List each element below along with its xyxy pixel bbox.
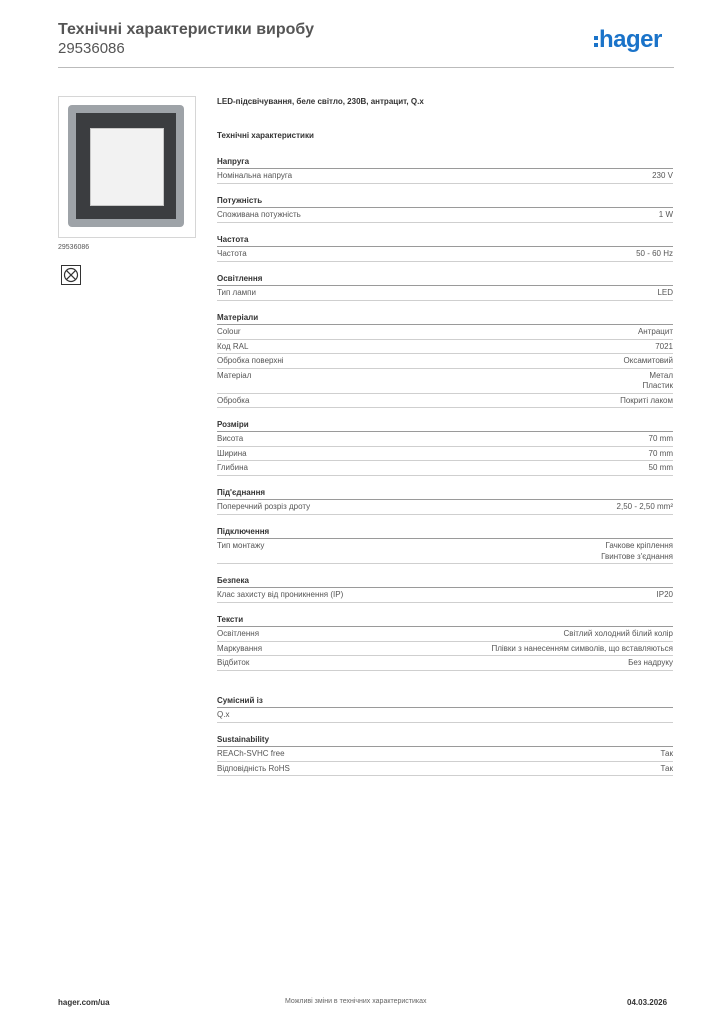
section-title: Тексти (217, 613, 673, 627)
section-title: Частота (217, 233, 673, 247)
section-voltage (217, 155, 673, 184)
spec-value-line: Гвинтове з'єднання (601, 551, 673, 561)
spec-row (217, 642, 673, 657)
spec-value: Антрацит (637, 327, 673, 336)
spec-label: Освітлення (217, 629, 260, 638)
spec-value: LED (657, 288, 673, 297)
led-window (90, 128, 164, 206)
spec-row (217, 461, 673, 476)
spec-label: Споживана потужність (217, 210, 301, 219)
section-title: Sustainability (217, 733, 673, 747)
spec-label: REACh-SVHC free (217, 749, 285, 758)
spec-value-line: Гачкове кріплення (605, 541, 673, 550)
spec-label: Ширина (217, 448, 247, 458)
spec-value: Без надруку (628, 658, 673, 667)
spec-value: Плівки з нанесенням символів, що вставляються (491, 643, 673, 653)
spec-row (217, 539, 673, 564)
product-code: 29536086 (58, 40, 125, 57)
section-title: Напруга (217, 155, 673, 169)
spec-value: 7021 (655, 341, 673, 351)
spec-value: IP20 (656, 590, 673, 599)
spec-value: Так (660, 763, 673, 773)
spec-value: Оксамитовий (623, 356, 673, 365)
spec-row (217, 762, 673, 777)
spec-value: Так (660, 749, 673, 758)
spec-label: Colour (217, 327, 241, 336)
spec-value-multi (601, 541, 673, 562)
spec-label: Матеріал (217, 370, 252, 380)
spec-value-line: Пластик (642, 381, 673, 390)
spec-label: Маркування (217, 643, 263, 653)
section-title: Під'єднання (217, 486, 673, 500)
spec-row (217, 369, 673, 394)
section-power (217, 194, 673, 223)
spec-label: Глибина (217, 463, 248, 472)
spec-value: 70 mm (648, 434, 673, 443)
product-image (58, 96, 196, 238)
section-materials (217, 311, 673, 408)
spec-value: 50 - 60 Hz (636, 249, 673, 258)
spec-row (217, 340, 673, 355)
spec-label: Номінальна напруга (217, 171, 293, 180)
frame-outer (68, 105, 184, 227)
spec-row (217, 286, 673, 301)
spec-row (217, 208, 673, 223)
section-title: Безпека (217, 574, 673, 588)
spec-label: Обробка (217, 395, 250, 405)
footer-website-link[interactable]: hager.com/ua (58, 998, 110, 1007)
spec-value-line: Метал (649, 370, 673, 380)
tech-specs-title: Технічні характеристики (217, 131, 314, 140)
logo-dots-icon (594, 36, 598, 48)
spec-label: Обробка поверхні (217, 356, 284, 365)
spec-value: 70 mm (648, 448, 673, 458)
spec-label: Відбиток (217, 658, 250, 667)
spec-label: Відповідність RoHS (217, 763, 290, 773)
section-safety (217, 574, 673, 603)
section-dimensions (217, 418, 673, 476)
spec-row (217, 325, 673, 340)
lamp-symbol-icon (61, 265, 81, 285)
spec-row (217, 169, 673, 184)
section-texts (217, 613, 673, 671)
spec-value: Світлий холодний білий колір (563, 629, 673, 638)
section-mounting (217, 525, 673, 564)
section-title: Підключення (217, 525, 673, 539)
footer-date: 04.03.2026 (627, 998, 668, 1007)
spec-value: 230 V (652, 171, 673, 180)
section-connection (217, 486, 673, 515)
spec-label: Q.x (217, 710, 230, 719)
spec-value: Покриті лаком (620, 395, 673, 405)
spec-row (217, 627, 673, 642)
section-title: Матеріали (217, 311, 673, 325)
spec-value: 1 W (658, 210, 673, 219)
spec-row (217, 656, 673, 671)
image-caption: 29536086 (58, 244, 90, 251)
section-compatible (217, 694, 673, 723)
spec-row (217, 447, 673, 462)
spec-row (217, 588, 673, 603)
spec-value: 50 mm (648, 463, 673, 472)
section-title: Потужність (217, 194, 673, 208)
spec-row (217, 247, 673, 262)
section-title: Сумісний із (217, 694, 673, 708)
spec-row (217, 432, 673, 447)
spec-label: Висота (217, 434, 244, 443)
spec-label: Тип монтажу (217, 541, 265, 550)
product-description: LED-підсвічування, беле світло, 230В, антрацит, Q.x (217, 97, 424, 106)
logo-text: hager (599, 26, 662, 53)
section-sustainability (217, 733, 673, 776)
section-title: Освітлення (217, 272, 673, 286)
spec-row (217, 747, 673, 762)
spec-row (217, 708, 673, 723)
spec-label: Частота (217, 249, 247, 258)
section-frequency (217, 233, 673, 262)
section-lighting (217, 272, 673, 301)
spec-label: Поперечний розріз дроту (217, 502, 311, 511)
spec-value-multi (643, 371, 674, 392)
page-title: Технічні характеристики виробу (58, 21, 314, 38)
spec-label: Код RAL (217, 341, 249, 351)
spec-value: 2,50 - 2,50 mm² (616, 502, 673, 511)
header-divider (58, 67, 674, 68)
spec-row (217, 354, 673, 369)
footer-note: Можливі зміни в технічних характеристиках (285, 998, 427, 1005)
frame-inner (76, 113, 176, 219)
spec-label: Клас захисту від проникнення (IP) (217, 590, 344, 599)
spec-row (217, 394, 673, 409)
spec-row (217, 500, 673, 515)
section-title: Розміри (217, 418, 673, 432)
spec-label: Тип лампи (217, 288, 256, 297)
